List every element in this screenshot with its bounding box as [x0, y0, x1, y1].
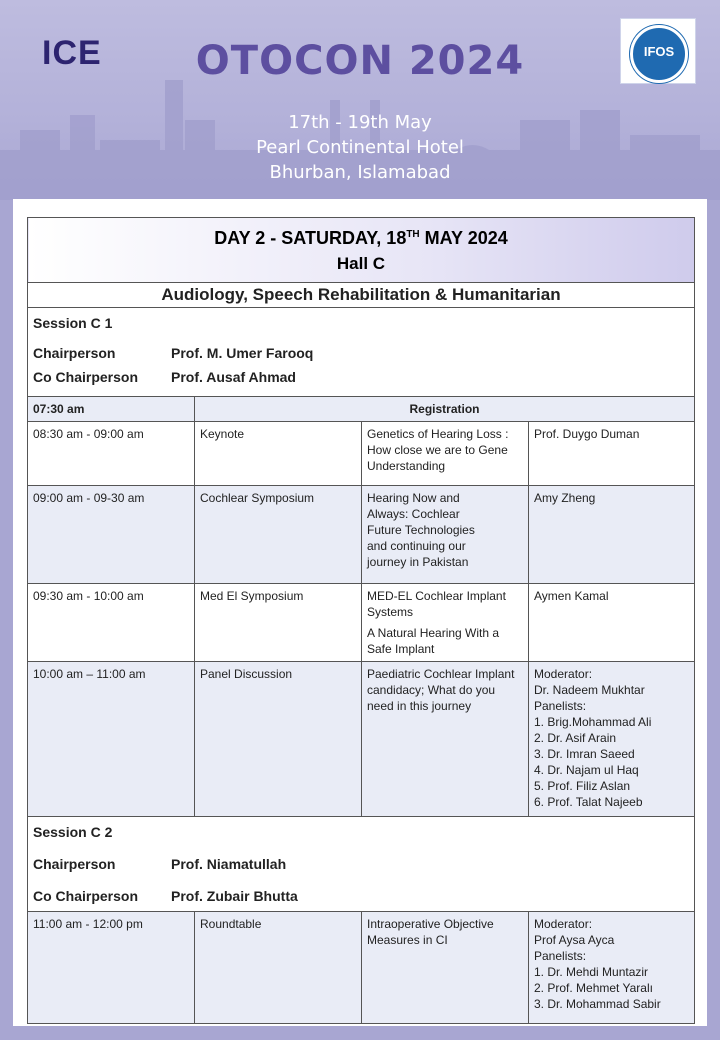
row-time: 10:00 am – 11:00 am	[28, 662, 195, 817]
row-time: 09:30 am - 10:00 am	[28, 584, 195, 662]
program-card	[13, 199, 707, 1026]
row-topic: Intraoperative Objective Measures in CI	[362, 912, 529, 1024]
row-type: Cochlear Symposium	[195, 486, 362, 584]
row-speaker: Moderator: Dr. Nadeem Mukhtar Panelists: 1. Brig.Mohammad Ali 2. Dr. Asif Arain 3. Dr. Imran Saeed 4. Dr. Najam ul Haq 5. Prof. Filiz Aslan 6. Prof. Talat Najeeb	[529, 662, 695, 817]
row-speaker: Amy Zheng	[529, 486, 695, 584]
event-title: OTOCON 2024	[195, 38, 525, 84]
day-title: DAY 2 - SATURDAY, 18TH MAY 2024	[214, 228, 508, 248]
day-header	[28, 218, 695, 283]
hall-name: Hall C	[336, 254, 386, 273]
cochairperson-line: Co Chairperson Prof. Ausaf Ahmad	[33, 369, 296, 385]
ice-logo: ICE	[42, 34, 102, 72]
session-name: Session C 2	[33, 824, 113, 840]
header-banner	[0, 0, 720, 200]
program-table	[27, 217, 695, 1024]
row-time: 11:00 am - 12:00 pm	[28, 912, 195, 1024]
table-row	[28, 912, 695, 1024]
event-venue: Pearl Continental Hotel	[256, 137, 464, 158]
row-speaker: Prof. Duygo Duman	[529, 422, 695, 486]
cochairperson-line: Co Chairperson Prof. Zubair Bhutta	[33, 888, 298, 904]
event-dates: 17th - 19th May	[288, 112, 432, 133]
row-type: Panel Discussion	[195, 662, 362, 817]
table-row	[28, 584, 695, 662]
row-time: 08:30 am - 09:00 am	[28, 422, 195, 486]
chairperson-line: Chairperson Prof. Niamatullah	[33, 856, 287, 872]
table-row	[28, 397, 695, 422]
row-speaker: Aymen Kamal	[529, 584, 695, 662]
row-topic: Paediatric Cochlear Implant candidacy; What do you need in this journey	[362, 662, 529, 817]
table-row	[28, 662, 695, 817]
row-topic: Hearing Now and Always: Cochlear Future Technologies and continuing our journey in Pakistan	[362, 486, 529, 584]
track-title: Audiology, Speech Rehabilitation & Humanitarian	[28, 283, 695, 308]
session-c2-info	[28, 817, 695, 912]
ifos-logo	[620, 18, 696, 84]
row-type: Roundtable	[195, 912, 362, 1024]
globe-icon: IFOS	[630, 25, 688, 83]
table-row	[28, 486, 695, 584]
row-topic: Genetics of Hearing Loss : How close we are to Gene Understanding	[362, 422, 529, 486]
row-time: 07:30 am	[28, 397, 195, 422]
chairperson-line: Chairperson Prof. M. Umer Farooq	[33, 345, 314, 361]
session-c1-info	[28, 308, 695, 397]
row-time: 09:00 am - 09-30 am	[28, 486, 195, 584]
session-name: Session C 1	[33, 315, 113, 331]
registration-label: Registration	[195, 397, 695, 422]
row-speaker: Moderator: Prof Aysa Ayca Panelists: 1. Dr. Mehdi Muntazir 2. Prof. Mehmet Yaralı 3. Dr. Mohammad Sabir	[529, 912, 695, 1024]
row-type: Keynote	[195, 422, 362, 486]
row-type: Med El Symposium	[195, 584, 362, 662]
row-topic: MED-EL Cochlear Implant Systems A Natural Hearing With a Safe Implant	[362, 584, 529, 662]
event-location: Bhurban, Islamabad	[269, 162, 451, 183]
table-row	[28, 422, 695, 486]
